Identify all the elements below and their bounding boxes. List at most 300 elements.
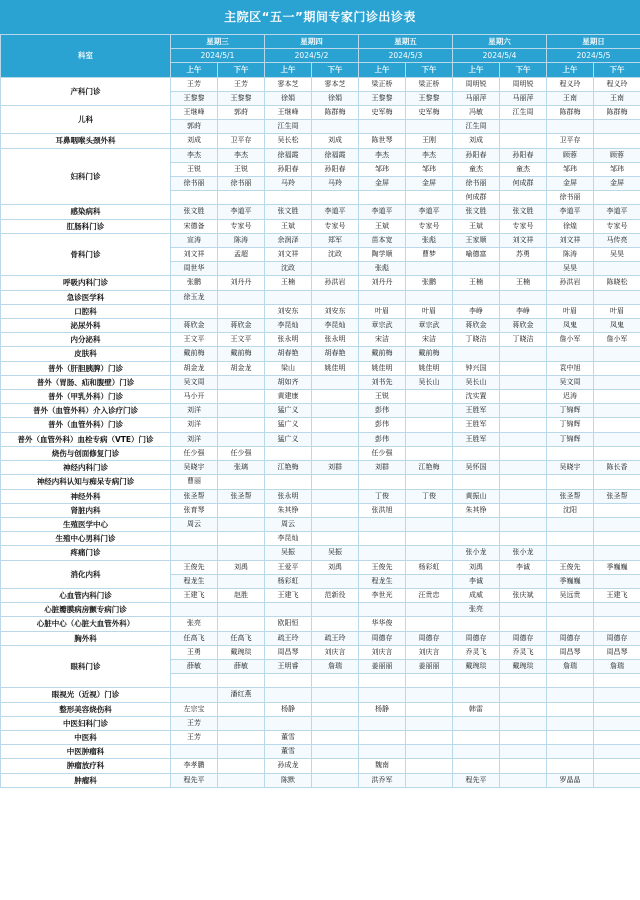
doctor-cell: 周明锐 <box>500 77 547 91</box>
doctor-cell <box>265 716 312 730</box>
doctor-cell: 王楠 <box>265 276 312 290</box>
doctor-cell: 蒋欣金 <box>453 319 500 333</box>
dept-name: 儿科 <box>1 106 171 134</box>
doctor-cell: 叶眉 <box>406 304 453 318</box>
doctor-cell <box>218 390 265 404</box>
doctor-cell <box>500 120 547 134</box>
doctor-cell <box>312 475 359 489</box>
doctor-cell: 王南 <box>594 91 640 105</box>
doctor-cell: 马羚 <box>265 177 312 191</box>
doctor-cell: 周昌琴 <box>547 645 594 659</box>
doctor-cell <box>359 730 406 744</box>
doctor-cell <box>594 517 640 531</box>
afternoon-header: 下午 <box>218 63 265 77</box>
doctor-cell: 王建飞 <box>171 588 218 602</box>
morning-header: 上午 <box>265 63 312 77</box>
doctor-cell <box>500 574 547 588</box>
doctor-cell: 吴长山 <box>406 375 453 389</box>
doctor-cell: 李道平 <box>218 205 265 219</box>
doctor-cell <box>453 290 500 304</box>
doctor-cell: 陈默 <box>265 773 312 787</box>
doctor-cell <box>594 361 640 375</box>
doctor-cell: 陈群梅 <box>594 106 640 120</box>
doctor-cell: 彭伟 <box>359 432 406 446</box>
doctor-cell: 张永明 <box>265 489 312 503</box>
doctor-cell <box>406 603 453 617</box>
doctor-cell <box>218 404 265 418</box>
doctor-cell <box>594 603 640 617</box>
doctor-cell <box>594 191 640 205</box>
morning-header: 上午 <box>171 63 218 77</box>
doctor-cell <box>594 702 640 716</box>
doctor-cell: 陶学顺 <box>359 248 406 262</box>
doctor-cell: 詹瑞 <box>312 659 359 673</box>
doctor-cell: 童杰 <box>453 162 500 176</box>
doctor-cell: 凤鬼 <box>547 319 594 333</box>
doctor-cell: 疏王玲 <box>265 631 312 645</box>
date-header: 2024/5/3 <box>359 49 453 63</box>
doctor-cell <box>171 304 218 318</box>
doctor-cell <box>500 503 547 517</box>
doctor-cell: 王文平 <box>171 333 218 347</box>
doctor-cell <box>312 432 359 446</box>
doctor-cell <box>547 532 594 546</box>
doctor-cell <box>218 191 265 205</box>
dept-name: 口腔科 <box>1 304 171 318</box>
doctor-cell: 程先平 <box>171 773 218 787</box>
doctor-cell: 陈涛 <box>547 248 594 262</box>
doctor-cell <box>218 745 265 759</box>
doctor-cell: 刘禹 <box>312 560 359 574</box>
doctor-cell: 季巍巍 <box>547 574 594 588</box>
table-row <box>1 290 640 304</box>
doctor-cell <box>453 745 500 759</box>
doctor-cell <box>500 404 547 418</box>
doctor-cell: 刘庆言 <box>359 645 406 659</box>
doctor-cell: 张文胜 <box>171 205 218 219</box>
doctor-cell: 丁锦辉 <box>547 418 594 432</box>
doctor-cell: 王锐 <box>359 390 406 404</box>
doctor-cell <box>500 475 547 489</box>
doctor-cell: 张文胜 <box>453 205 500 219</box>
doctor-cell <box>171 688 218 702</box>
doctor-cell <box>594 418 640 432</box>
doctor-cell: 朱其铮 <box>265 503 312 517</box>
doctor-cell <box>312 574 359 588</box>
dept-name: 神经外科 <box>1 489 171 503</box>
doctor-cell <box>500 674 547 688</box>
doctor-cell: 丁锦辉 <box>547 432 594 446</box>
doctor-cell: 顾蓉 <box>594 148 640 162</box>
doctor-cell: 张鹏 <box>406 276 453 290</box>
table-row <box>1 333 640 347</box>
doctor-cell: 王斌 <box>265 219 312 233</box>
doctor-cell: 马传亮 <box>594 233 640 247</box>
dept-name: 中医科 <box>1 730 171 744</box>
doctor-cell <box>218 617 265 631</box>
doctor-cell <box>359 674 406 688</box>
doctor-cell: 宋洁 <box>406 333 453 347</box>
doctor-cell <box>265 674 312 688</box>
table-row <box>1 106 640 120</box>
doctor-cell <box>547 702 594 716</box>
doctor-cell: 戴前梅 <box>218 347 265 361</box>
doctor-cell: 胡春艳 <box>312 347 359 361</box>
doctor-cell: 刘群 <box>359 461 406 475</box>
doctor-cell <box>547 674 594 688</box>
dept-name: 内分泌科 <box>1 333 171 347</box>
doctor-cell: 刘庆言 <box>406 645 453 659</box>
doctor-cell: 詹小军 <box>547 333 594 347</box>
doctor-cell: 罗晶晶 <box>547 773 594 787</box>
doctor-cell <box>500 290 547 304</box>
doctor-cell: 程先平 <box>453 773 500 787</box>
doctor-cell: 李诚 <box>500 560 547 574</box>
doctor-cell: 曹梦 <box>406 248 453 262</box>
doctor-cell <box>312 503 359 517</box>
doctor-cell: 彭伟 <box>359 404 406 418</box>
doctor-cell: 刘安东 <box>312 304 359 318</box>
doctor-cell <box>406 546 453 560</box>
doctor-cell: 孟超 <box>218 248 265 262</box>
doctor-cell <box>594 262 640 276</box>
doctor-cell <box>218 503 265 517</box>
doctor-cell: 姚佳明 <box>312 361 359 375</box>
doctor-cell <box>594 730 640 744</box>
doctor-cell: 任少强 <box>171 446 218 460</box>
table-row <box>1 432 640 446</box>
doctor-cell <box>500 773 547 787</box>
doctor-cell <box>312 290 359 304</box>
doctor-cell: 杨彩虹 <box>265 574 312 588</box>
doctor-cell <box>312 716 359 730</box>
doctor-cell: 刘安东 <box>265 304 312 318</box>
doctor-cell: 李道平 <box>594 205 640 219</box>
doctor-cell: 孙阳春 <box>265 162 312 176</box>
doctor-cell <box>171 191 218 205</box>
doctor-cell: 王胜军 <box>453 418 500 432</box>
doctor-cell: 王继峰 <box>265 106 312 120</box>
doctor-cell: 沈政 <box>312 248 359 262</box>
date-header: 2024/5/4 <box>453 49 547 63</box>
table-row <box>1 773 640 787</box>
doctor-cell <box>594 446 640 460</box>
doctor-cell: 任高飞 <box>218 631 265 645</box>
doctor-cell <box>218 773 265 787</box>
doctor-cell: 王胜军 <box>453 404 500 418</box>
table-row <box>1 375 640 389</box>
doctor-cell: 陈晓松 <box>594 276 640 290</box>
doctor-cell: 章宗武 <box>406 319 453 333</box>
doctor-cell <box>406 745 453 759</box>
doctor-cell: 金屏 <box>547 177 594 191</box>
doctor-cell: 王爱平 <box>265 560 312 574</box>
doctor-cell <box>312 390 359 404</box>
doctor-cell <box>218 418 265 432</box>
doctor-cell: 余润泽 <box>265 233 312 247</box>
table-row <box>1 219 640 233</box>
doctor-cell <box>359 290 406 304</box>
doctor-cell: 刘文祥 <box>547 233 594 247</box>
doctor-cell <box>594 404 640 418</box>
doctor-cell: 戴琬琰 <box>500 659 547 673</box>
doctor-cell <box>594 745 640 759</box>
doctor-cell: 戴琬琰 <box>218 645 265 659</box>
doctor-cell: 张璃 <box>218 461 265 475</box>
doctor-cell: 王文平 <box>218 333 265 347</box>
doctor-cell: 王家顺 <box>453 233 500 247</box>
doctor-cell <box>406 418 453 432</box>
doctor-cell: 刘洋 <box>171 432 218 446</box>
doctor-cell: 刘成 <box>453 134 500 148</box>
doctor-cell <box>500 517 547 531</box>
doctor-cell: 张文胜 <box>265 205 312 219</box>
doctor-cell <box>594 375 640 389</box>
doctor-cell <box>547 517 594 531</box>
doctor-cell <box>547 120 594 134</box>
dept-column-header: 科室 <box>1 35 171 78</box>
doctor-cell: 李道平 <box>359 205 406 219</box>
doctor-cell <box>406 503 453 517</box>
doctor-cell: 刘书先 <box>359 375 406 389</box>
doctor-cell: 董雪 <box>265 745 312 759</box>
doctor-cell: 专家号 <box>312 219 359 233</box>
doctor-cell: 宋洁 <box>359 333 406 347</box>
doctor-cell: 丁俊 <box>359 489 406 503</box>
doctor-cell: 猛广义 <box>265 404 312 418</box>
doctor-cell <box>265 688 312 702</box>
doctor-cell: 张永明 <box>312 333 359 347</box>
doctor-cell <box>312 375 359 389</box>
doctor-cell: 刘丹丹 <box>359 276 406 290</box>
doctor-cell: 刘庆言 <box>312 645 359 659</box>
doctor-cell: 李杰 <box>171 148 218 162</box>
doctor-cell: 江生周 <box>453 120 500 134</box>
doctor-cell: 王建飞 <box>265 588 312 602</box>
doctor-cell <box>453 688 500 702</box>
doctor-cell: 詹瑞 <box>547 659 594 673</box>
doctor-cell: 王芳 <box>171 77 218 91</box>
doctor-cell: 彭伟 <box>359 418 406 432</box>
doctor-cell <box>218 716 265 730</box>
table-row <box>1 446 640 460</box>
doctor-cell: 史军梅 <box>359 106 406 120</box>
doctor-cell: 王锐 <box>171 162 218 176</box>
doctor-cell: 戴琬琰 <box>453 659 500 673</box>
doctor-cell: 孙阳春 <box>312 162 359 176</box>
dept-name: 肛肠科门诊 <box>1 219 171 233</box>
doctor-cell <box>594 773 640 787</box>
table-row <box>1 560 640 574</box>
doctor-cell <box>500 446 547 460</box>
doctor-cell: 李杰 <box>218 148 265 162</box>
doctor-cell: 金屏 <box>359 177 406 191</box>
table-row <box>1 276 640 290</box>
doctor-cell: 江艳梅 <box>265 461 312 475</box>
doctor-cell: 金屏 <box>406 177 453 191</box>
doctor-cell <box>594 475 640 489</box>
doctor-cell <box>594 688 640 702</box>
doctor-cell: 华华俊 <box>359 617 406 631</box>
doctor-cell <box>359 532 406 546</box>
afternoon-header: 下午 <box>500 63 547 77</box>
doctor-cell: 刘文祥 <box>500 233 547 247</box>
doctor-cell: 陈长香 <box>594 461 640 475</box>
table-row <box>1 233 640 247</box>
doctor-cell: 蒋欣金 <box>500 319 547 333</box>
afternoon-header: 下午 <box>594 63 640 77</box>
doctor-cell: 杨静 <box>359 702 406 716</box>
doctor-cell: 周德存 <box>453 631 500 645</box>
dept-name: 普外（血管外科）介入诊疗门诊 <box>1 404 171 418</box>
doctor-cell: 乔灵飞 <box>453 645 500 659</box>
doctor-cell: 章宗武 <box>359 319 406 333</box>
doctor-cell: 李道平 <box>406 205 453 219</box>
doctor-cell: 张圣帮 <box>594 489 640 503</box>
doctor-cell: 吴晓宇 <box>171 461 218 475</box>
doctor-cell <box>453 617 500 631</box>
doctor-cell <box>500 262 547 276</box>
dept-name: 普外（肝胆胰脾）门诊 <box>1 361 171 375</box>
doctor-cell <box>218 603 265 617</box>
doctor-cell: 王芳 <box>171 716 218 730</box>
doctor-cell: 叶眉 <box>359 304 406 318</box>
doctor-cell <box>312 404 359 418</box>
doctor-cell <box>406 432 453 446</box>
table-row <box>1 631 640 645</box>
doctor-cell: 戴前梅 <box>406 347 453 361</box>
doctor-cell: 叶眉 <box>547 304 594 318</box>
doctor-cell: 王楠 <box>453 276 500 290</box>
doctor-cell: 胡春艳 <box>265 347 312 361</box>
doctor-cell: 梁山 <box>265 361 312 375</box>
dept-name: 普外（血管外科）血栓专病（VTE）门诊 <box>1 432 171 446</box>
doctor-cell <box>406 688 453 702</box>
doctor-cell: 王黎黎 <box>359 91 406 105</box>
doctor-cell: 韩雷 <box>453 702 500 716</box>
doctor-cell <box>218 475 265 489</box>
doctor-cell: 左宗宝 <box>171 702 218 716</box>
doctor-cell: 成威 <box>453 588 500 602</box>
doctor-cell <box>547 475 594 489</box>
doctor-cell <box>500 134 547 148</box>
doctor-cell: 张鹏 <box>171 276 218 290</box>
doctor-cell: 洪乔军 <box>359 773 406 787</box>
doctor-cell: 王胜军 <box>453 432 500 446</box>
doctor-cell <box>453 446 500 460</box>
doctor-cell: 冯敏 <box>453 106 500 120</box>
doctor-cell <box>312 745 359 759</box>
doctor-cell: 张洪旭 <box>359 503 406 517</box>
doctor-cell: 喻德富 <box>453 248 500 262</box>
table-row <box>1 390 640 404</box>
doctor-cell <box>312 674 359 688</box>
doctor-cell <box>359 688 406 702</box>
doctor-cell: 李峥 <box>500 304 547 318</box>
doctor-cell <box>547 688 594 702</box>
table-row <box>1 745 640 759</box>
doctor-cell: 袁中旭 <box>547 361 594 375</box>
doctor-cell: 钟兴国 <box>453 361 500 375</box>
dept-name: 心血管内科门诊 <box>1 588 171 602</box>
doctor-cell: 专家号 <box>594 219 640 233</box>
doctor-cell: 邹玮 <box>594 162 640 176</box>
table-row <box>1 688 640 702</box>
doctor-cell: 宋德备 <box>171 219 218 233</box>
doctor-cell: 何成群 <box>453 191 500 205</box>
doctor-cell: 周德存 <box>594 631 640 645</box>
doctor-cell <box>218 290 265 304</box>
doctor-cell <box>218 375 265 389</box>
dept-name: 妇科门诊 <box>1 148 171 205</box>
doctor-cell <box>594 390 640 404</box>
doctor-cell: 沈政 <box>265 262 312 276</box>
weekday-header: 星期五 <box>359 35 453 49</box>
doctor-cell <box>500 461 547 475</box>
doctor-cell: 王建飞 <box>594 588 640 602</box>
doctor-cell <box>312 617 359 631</box>
dept-name: 感染病科 <box>1 205 171 219</box>
doctor-cell <box>500 617 547 631</box>
doctor-cell <box>500 418 547 432</box>
table-row <box>1 148 640 162</box>
doctor-cell: 徐书丽 <box>453 177 500 191</box>
doctor-cell <box>265 290 312 304</box>
dept-name: 消化内科 <box>1 560 171 588</box>
doctor-cell <box>406 759 453 773</box>
doctor-cell: 陈群梅 <box>547 106 594 120</box>
doctor-cell: 郭莳 <box>218 106 265 120</box>
doctor-cell: 胡金龙 <box>218 361 265 375</box>
doctor-cell: 范新役 <box>312 588 359 602</box>
doctor-cell <box>218 574 265 588</box>
doctor-cell: 马羚 <box>312 177 359 191</box>
doctor-cell: 汪贵忠 <box>406 588 453 602</box>
doctor-cell <box>312 418 359 432</box>
doctor-cell <box>453 730 500 744</box>
doctor-cell <box>547 347 594 361</box>
doctor-cell: 姜丽丽 <box>359 659 406 673</box>
doctor-cell: 蒋欣金 <box>218 319 265 333</box>
table-row <box>1 461 640 475</box>
doctor-cell <box>453 262 500 276</box>
doctor-cell <box>500 688 547 702</box>
doctor-cell <box>406 191 453 205</box>
doctor-cell: 王黎黎 <box>218 91 265 105</box>
table-row <box>1 546 640 560</box>
doctor-cell: 刘成 <box>171 134 218 148</box>
doctor-cell <box>547 759 594 773</box>
doctor-cell <box>453 517 500 531</box>
table-row <box>1 730 640 744</box>
doctor-cell: 郑军 <box>312 233 359 247</box>
doctor-cell: 徐娟 <box>265 91 312 105</box>
doctor-cell: 李峥 <box>453 304 500 318</box>
doctor-cell <box>312 688 359 702</box>
dept-name: 普外（血管外科）门诊 <box>1 418 171 432</box>
doctor-cell: 孙阳春 <box>453 148 500 162</box>
doctor-cell: 王俊先 <box>547 560 594 574</box>
doctor-cell <box>547 745 594 759</box>
doctor-cell: 吴远贵 <box>547 588 594 602</box>
doctor-cell <box>406 773 453 787</box>
doctor-cell <box>406 390 453 404</box>
doctor-cell <box>594 290 640 304</box>
doctor-cell: 李昆灿 <box>265 532 312 546</box>
doctor-cell: 张小龙 <box>453 546 500 560</box>
doctor-cell: 卫平存 <box>547 134 594 148</box>
doctor-cell: 孙成龙 <box>265 759 312 773</box>
